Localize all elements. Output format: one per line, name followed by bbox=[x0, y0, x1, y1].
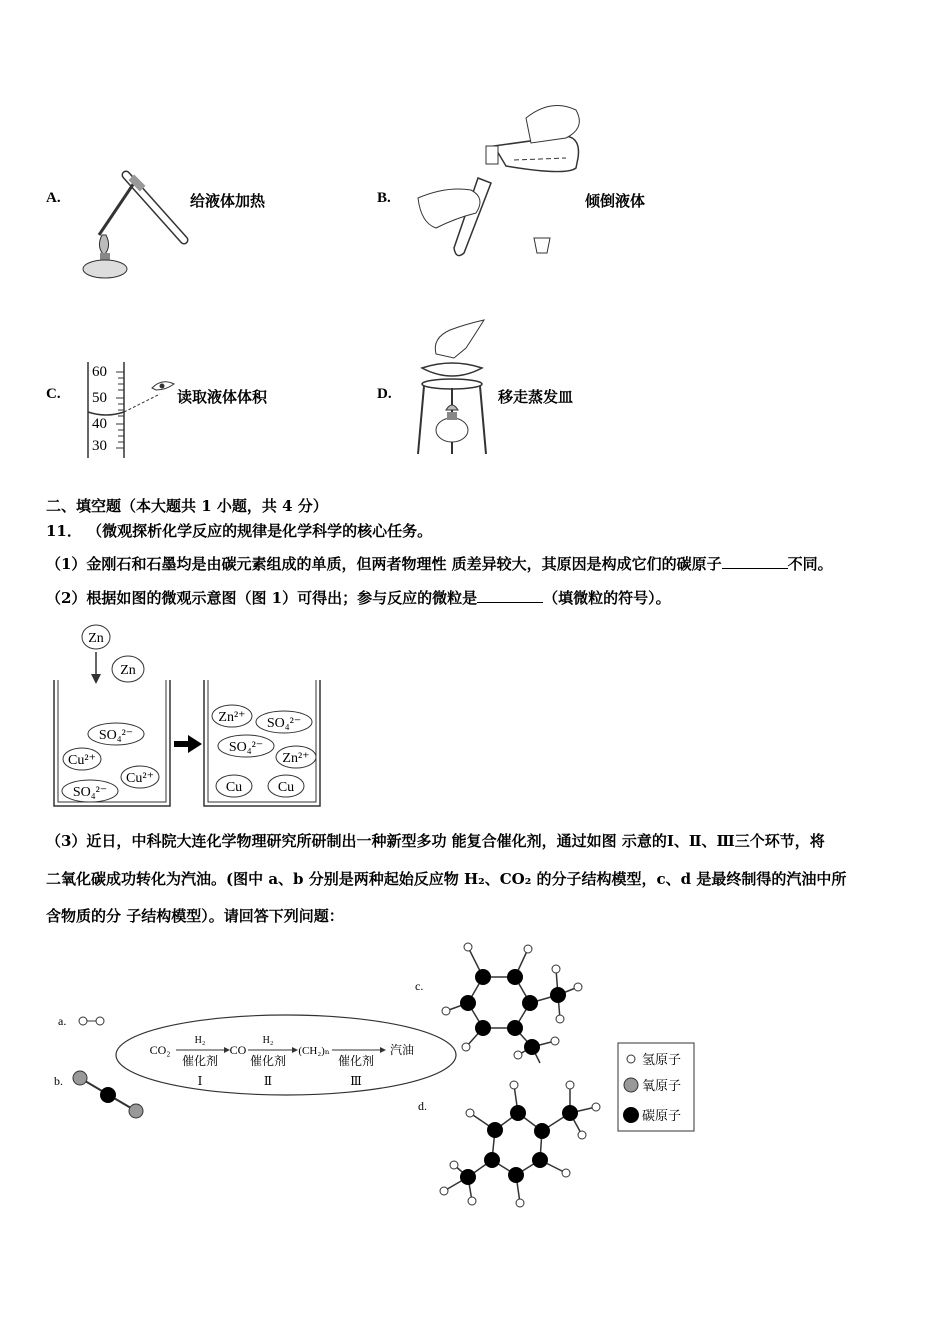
option-a-text: 给液体加热 bbox=[190, 192, 266, 210]
formula-co2: CO₂ bbox=[149, 1043, 171, 1057]
label-d: d. bbox=[418, 1099, 427, 1113]
step-3: Ⅲ bbox=[350, 1074, 362, 1088]
legend-carbon: 碳原子 bbox=[642, 1108, 682, 1123]
figure-1-reaction-diagram bbox=[48, 620, 328, 812]
label-a: a. bbox=[58, 1014, 67, 1028]
legend-hydrogen: 氢原子 bbox=[642, 1052, 682, 1067]
question-part-3-line-1: （3）近日，中科院大连化学物理研究所研制出一种新型多功 能复合催化剂，通过如图 示意的Ⅰ、Ⅱ、Ⅲ三个环节，将 bbox=[46, 832, 825, 850]
reagent-h2-1: H₂ bbox=[194, 1035, 206, 1046]
heating-liquid-illustration bbox=[74, 165, 192, 280]
part-2-text: （2）根据如图的微观示意图（图 1）可得出；参与反应的微粒是 bbox=[46, 589, 478, 607]
figure-2-co2-conversion bbox=[40, 935, 710, 1210]
tick-label-50: 50 bbox=[92, 390, 107, 406]
ion-cu-1: Cu²⁺ bbox=[68, 753, 96, 768]
label-c: c. bbox=[415, 979, 424, 993]
question-number: 11． bbox=[46, 522, 82, 540]
label-b: b. bbox=[54, 1074, 63, 1088]
zn-atom-label: Zn bbox=[88, 631, 104, 646]
ion-zn-1: Zn²⁺ bbox=[218, 710, 246, 725]
ion-so4-2: SO₄²⁻ bbox=[72, 785, 108, 800]
option-b-text: 倾倒液体 bbox=[585, 192, 646, 210]
tick-label-40: 40 bbox=[92, 416, 107, 432]
tick-label-60: 60 bbox=[92, 364, 107, 380]
answer-blank-1[interactable] bbox=[722, 568, 788, 569]
atom-cu-1: Cu bbox=[225, 780, 243, 795]
formula-ch2n: (CH₂)ₙ bbox=[298, 1045, 330, 1057]
zn-atom-label-2: Zn bbox=[120, 663, 136, 678]
reagent-h2-2: H₂ bbox=[262, 1035, 274, 1046]
question-11-title bbox=[46, 520, 432, 541]
atom-cu-2: Cu bbox=[277, 780, 295, 795]
ion-so4-4: SO₄²⁻ bbox=[228, 740, 264, 755]
option-c-letter: C. bbox=[46, 386, 61, 402]
catalyst-1: 催化剂 bbox=[181, 1054, 219, 1068]
catalyst-2: 催化剂 bbox=[249, 1054, 287, 1068]
question-intro: （微观探析化学反应的规律是化学科学的核心任务。 bbox=[87, 522, 433, 540]
ion-cu-2: Cu²⁺ bbox=[126, 771, 154, 786]
pouring-liquid-illustration bbox=[416, 98, 586, 260]
answer-blank-2[interactable] bbox=[477, 602, 543, 603]
section-heading: 二、填空题（本大题共 1 小题，共 4 分） bbox=[46, 497, 328, 515]
evaporating-dish-illustration bbox=[414, 318, 490, 458]
ion-so4-1: SO₄²⁻ bbox=[98, 728, 134, 743]
legend-oxygen: 氧原子 bbox=[642, 1078, 682, 1093]
question-part-2 bbox=[46, 587, 671, 608]
question-part-3-line-2: 二氧化碳成功转化为汽油。(图中 a、b 分别是两种起始反应物 H₂、CO₂ 的分子结构模型，c、d 是最终制得的汽油中所 bbox=[46, 870, 847, 888]
question-part-3-line-3: 含物质的分 子结构模型）。请回答下列问题： bbox=[46, 907, 344, 925]
ion-so4-3: SO₄²⁻ bbox=[266, 716, 302, 731]
formula-co: CO bbox=[229, 1043, 247, 1057]
question-part-1 bbox=[46, 553, 833, 574]
molecule-d-model bbox=[444, 1085, 596, 1203]
step-1: Ⅰ bbox=[197, 1074, 203, 1088]
ion-zn-2: Zn²⁺ bbox=[282, 751, 310, 766]
product-gasoline: 汽油 bbox=[389, 1043, 415, 1057]
option-a-letter: A. bbox=[46, 190, 61, 206]
catalyst-3: 催化剂 bbox=[337, 1054, 375, 1068]
option-b-letter: B. bbox=[377, 190, 391, 206]
part-1-text: （1）金刚石和石墨均是由碳元素组成的单质，但两者物理性 质差异较大，其原因是构成它们的碳原子 bbox=[46, 555, 722, 573]
option-d-letter: D. bbox=[377, 386, 392, 402]
step-2: Ⅱ bbox=[263, 1074, 273, 1088]
tick-label-30: 30 bbox=[92, 438, 107, 454]
measuring-cylinder-illustration bbox=[82, 358, 178, 462]
option-d-text: 移走蒸发皿 bbox=[498, 388, 574, 406]
part-2-suffix: （填微粒的符号）。 bbox=[543, 589, 671, 607]
part-1-suffix: 不同。 bbox=[787, 555, 833, 573]
option-c-text: 读取液体体积 bbox=[177, 388, 268, 406]
